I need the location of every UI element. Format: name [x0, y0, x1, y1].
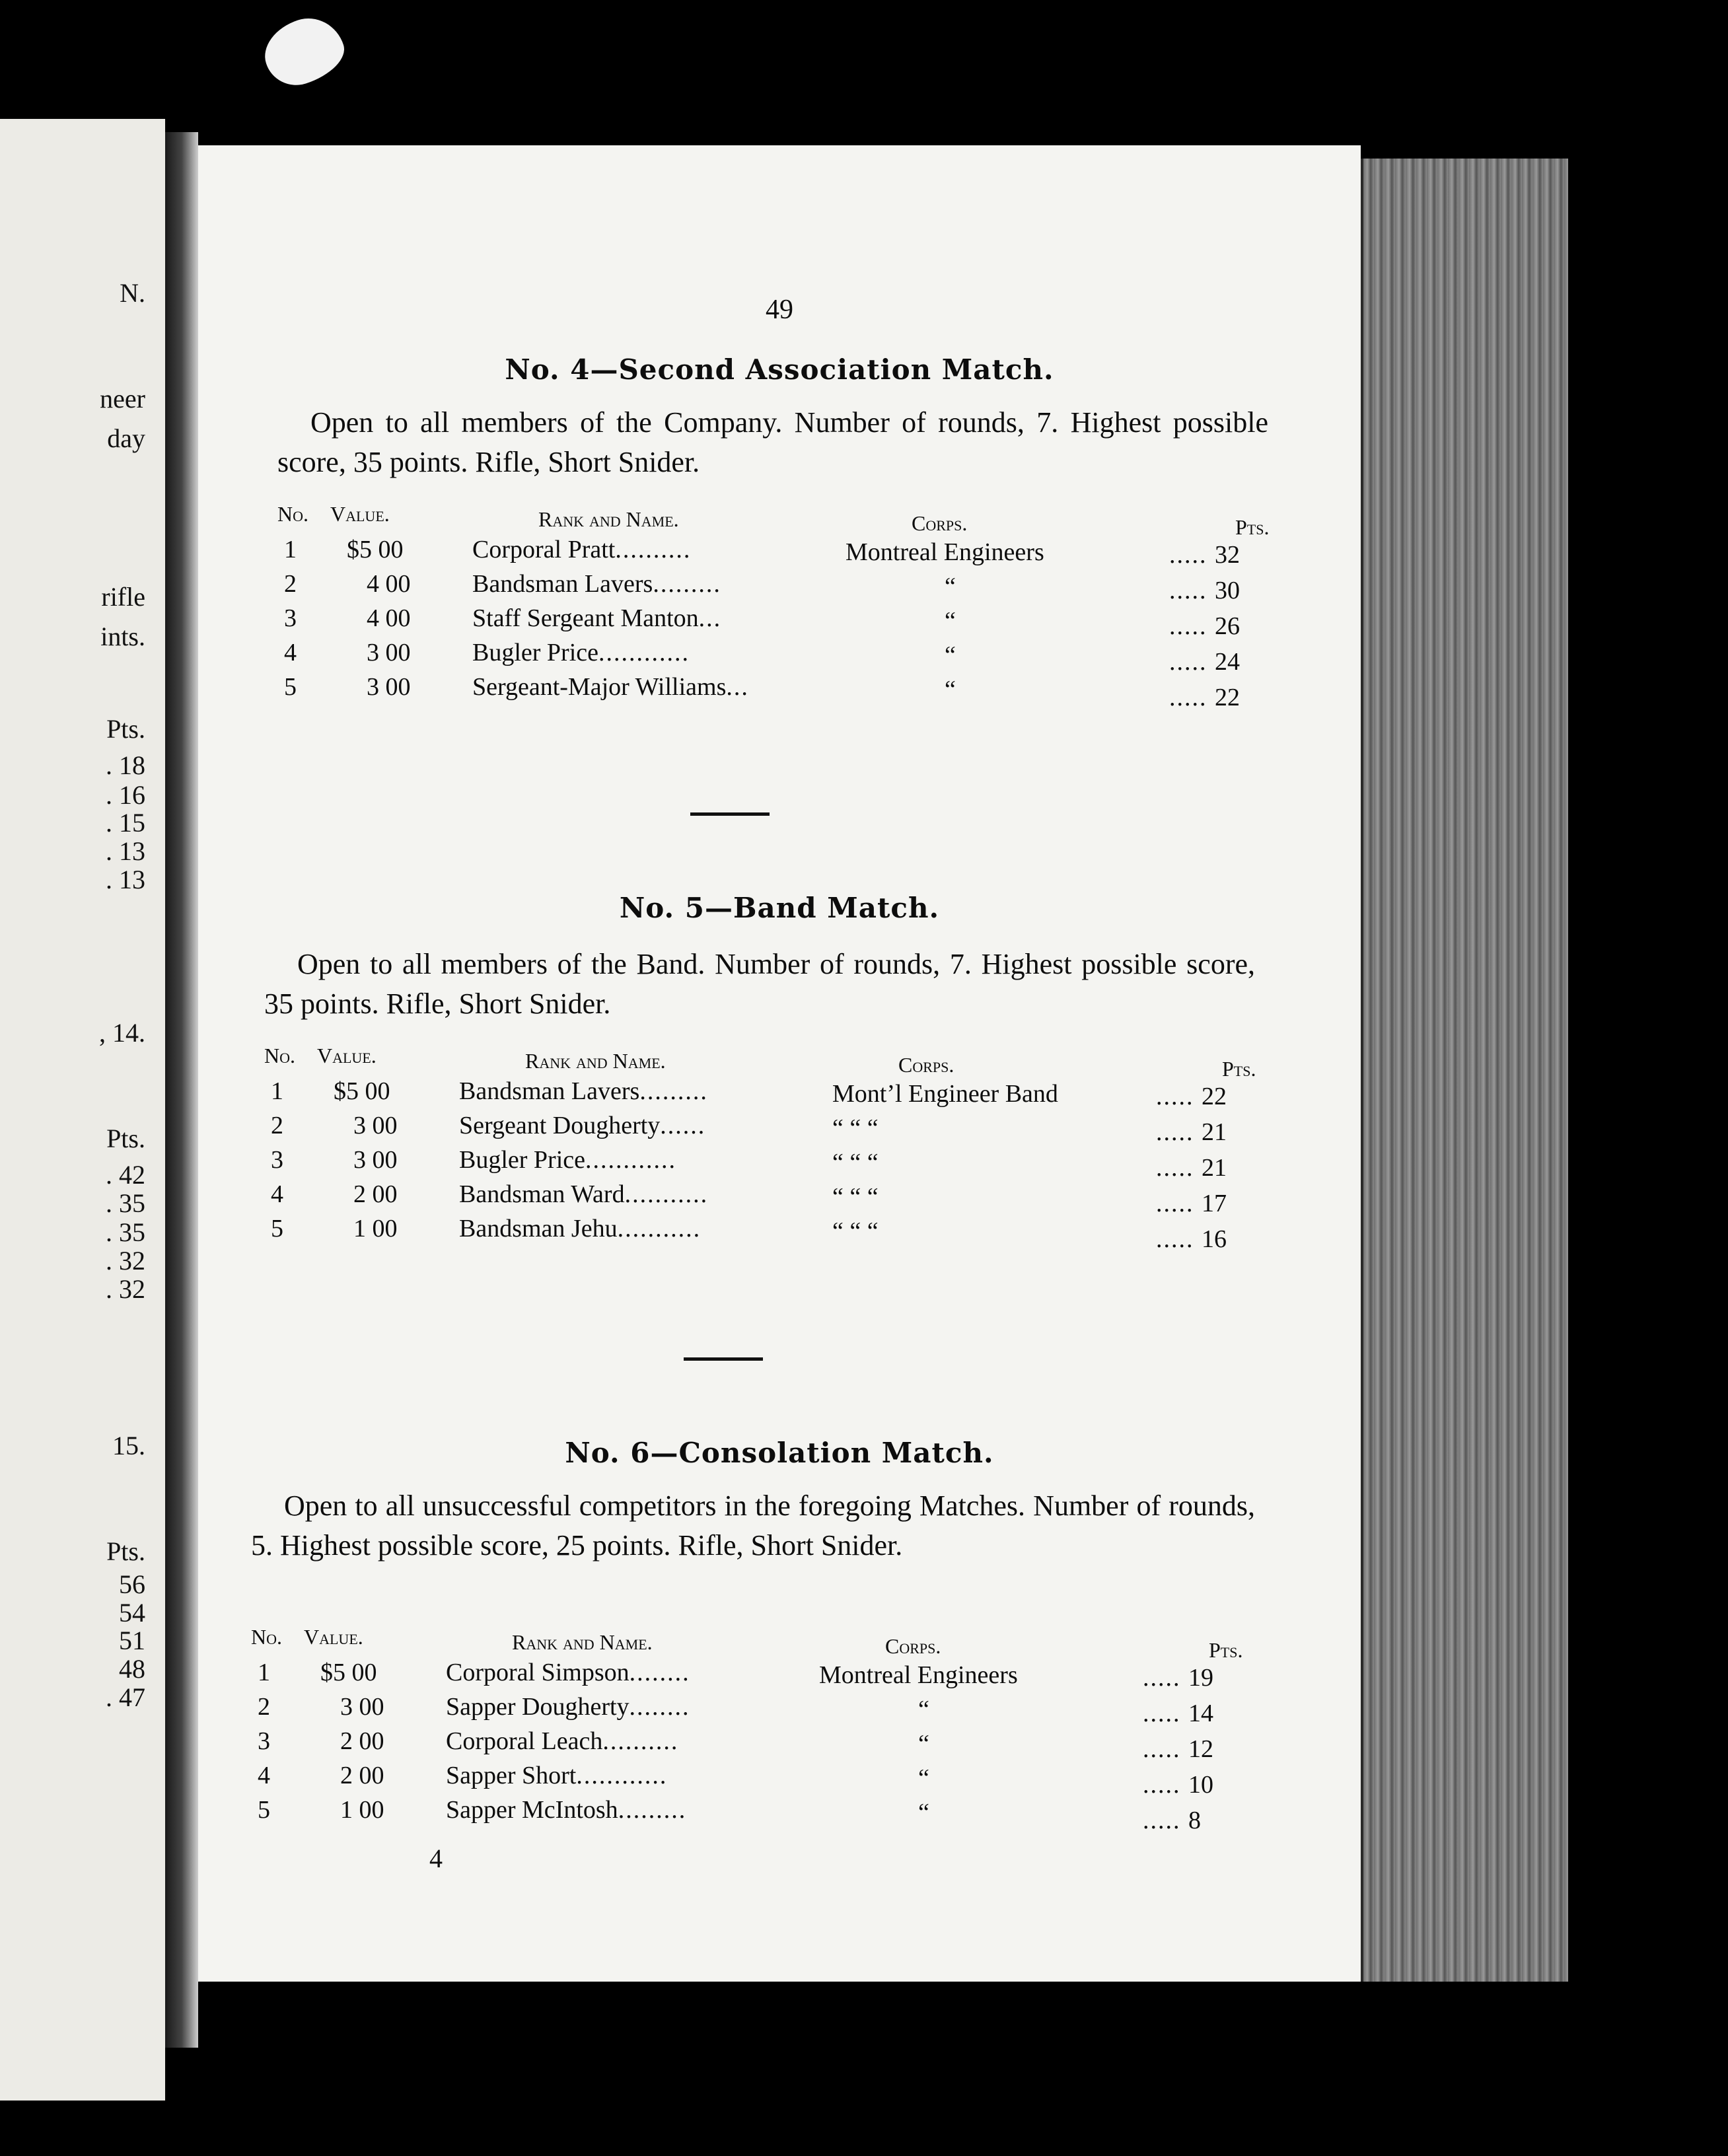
table-cell-value: 3 00: [353, 1146, 398, 1174]
table-cell-no: 2: [271, 1112, 283, 1139]
table-cell-name: Staff Sergeant Manton...: [472, 604, 722, 632]
dot-leader: ........: [629, 1659, 690, 1686]
table-cell-pts: ..... 21: [1156, 1118, 1227, 1146]
table-cell-no: 5: [258, 1796, 270, 1824]
left-page-fragment: [0, 119, 165, 2101]
table-cell-pts: ..... 21: [1156, 1154, 1227, 1182]
table-cell-name: Bandsman Ward...........: [459, 1180, 709, 1208]
dot-leader: .....: [1143, 1664, 1188, 1692]
table-cell-corps: “: [945, 573, 956, 600]
column-header-value: Value.: [330, 502, 390, 526]
table-cell-no: 5: [284, 673, 297, 701]
left-page-text: Pts.: [106, 1536, 145, 1566]
column-header-value: Value.: [317, 1044, 377, 1067]
table-cell-pts: ..... 19: [1143, 1664, 1213, 1692]
table-cell-name: Bandsman Lavers.........: [459, 1077, 708, 1105]
left-page-text: 51: [119, 1626, 145, 1655]
column-header-corps: Corps.: [912, 511, 968, 535]
dot-leader: .....: [1156, 1118, 1202, 1146]
dot-leader: ........: [629, 1693, 690, 1721]
table-cell-corps: “ “ “: [832, 1183, 879, 1211]
column-header-pts: Pts.: [1209, 1638, 1243, 1662]
section-description: Open to all members of the Company. Number of rounds, 7. Highest possible score, 35 points. Rifle, Short Snider.: [277, 406, 1268, 478]
table-cell-name: Bandsman Jehu...........: [459, 1215, 702, 1242]
column-header-pts: Pts.: [1222, 1057, 1256, 1081]
table-cell-name: Bugler Price............: [459, 1146, 677, 1174]
table-cell-no: 1: [284, 536, 297, 563]
left-page-text: . 13: [106, 865, 145, 894]
dot-leader: .........: [653, 570, 721, 598]
book-gutter: [165, 132, 198, 2048]
page-edges: [1361, 159, 1568, 1982]
dot-leader: ...: [726, 673, 749, 701]
score-table: [277, 502, 1281, 711]
table-cell-name: Sergeant Dougherty......: [459, 1112, 706, 1139]
table-cell-corps: Montreal Engineers: [846, 538, 1044, 566]
dot-leader: .....: [1143, 1700, 1188, 1727]
dot-leader: .....: [1156, 1225, 1202, 1253]
dot-leader: ............: [576, 1762, 668, 1789]
table-cell-name: Bandsman Lavers.........: [472, 570, 721, 598]
section-description: Open to all unsuccessful competitors in the foregoing Matches. Number of rounds, 5. Highest possible score, 25 points. Rifle, Short Snider.: [251, 1490, 1255, 1562]
column-header-corps: Corps.: [885, 1634, 941, 1658]
dot-leader: .....: [1143, 1771, 1188, 1799]
left-page-text: ints.: [100, 622, 145, 651]
dot-leader: ............: [598, 639, 690, 666]
table-cell-no: 2: [258, 1693, 270, 1721]
left-page-text: . 35: [106, 1188, 145, 1218]
left-page-text: neer: [100, 384, 145, 413]
score-table: [264, 1044, 1268, 1253]
table-cell-corps: “: [918, 1764, 929, 1792]
dot-leader: ..........: [615, 536, 692, 563]
table-cell-name: Corporal Simpson........: [446, 1659, 690, 1686]
left-page-text: . 47: [106, 1682, 145, 1712]
table-cell-name: Sapper McIntosh.........: [446, 1796, 687, 1824]
table-cell-corps: Mont’l Engineer Band: [832, 1080, 1058, 1108]
section-title: No. 5—Band Match.: [619, 892, 940, 924]
table-cell-value: 1 00: [340, 1796, 384, 1824]
table-cell-value: 2 00: [353, 1180, 398, 1208]
table-cell-no: 4: [271, 1180, 283, 1208]
left-page-text: N.: [120, 278, 145, 308]
page-number: 49: [766, 295, 793, 325]
table-cell-no: 2: [284, 570, 297, 598]
column-header-pts: Pts.: [1235, 515, 1270, 539]
table-cell-pts: ..... 22: [1156, 1083, 1227, 1110]
table-cell-no: 4: [284, 639, 297, 666]
table-cell-pts: ..... 22: [1169, 684, 1240, 711]
table-cell-pts: ..... 14: [1143, 1700, 1213, 1727]
table-cell-value: 3 00: [340, 1693, 384, 1721]
table-cell-no: 5: [271, 1215, 283, 1242]
left-page-text: day: [107, 423, 145, 453]
left-page-text: . 13: [106, 836, 145, 866]
table-cell-no: 3: [258, 1727, 270, 1755]
dot-leader: .........: [618, 1796, 687, 1824]
table-cell-value: 1 00: [353, 1215, 398, 1242]
dot-leader: .....: [1143, 1807, 1188, 1834]
dot-leader: .....: [1143, 1735, 1188, 1763]
table-cell-name: Corporal Pratt..........: [472, 536, 692, 563]
table-cell-corps: “ “ “: [832, 1149, 879, 1176]
dot-leader: ...........: [617, 1215, 702, 1242]
table-cell-pts: ..... 17: [1156, 1190, 1227, 1217]
section-title: No. 6—Consolation Match.: [565, 1437, 994, 1469]
column-header-name: Rank and Name.: [525, 1049, 666, 1073]
section-divider: [690, 812, 770, 816]
dot-leader: .....: [1156, 1083, 1202, 1110]
left-page-text: , 14.: [99, 1018, 145, 1048]
left-page-text: . 32: [106, 1274, 145, 1304]
left-page-text: rifle: [101, 582, 145, 612]
dot-leader: .....: [1169, 612, 1215, 640]
dot-leader: .....: [1169, 541, 1215, 569]
dot-leader: ...: [698, 604, 722, 632]
table-cell-corps: “: [945, 641, 956, 669]
table-cell-pts: ..... 24: [1169, 648, 1240, 676]
left-page-text: Pts.: [106, 1124, 145, 1153]
section-title: No. 4—Second Association Match.: [505, 353, 1054, 386]
section-description: Open to all members of the Band. Number of rounds, 7. Highest possible score, 35 points. Rifle, Short Snider.: [264, 948, 1255, 1020]
left-page-text: . 18: [106, 750, 145, 780]
left-page-text: 48: [119, 1654, 145, 1684]
dot-leader: .....: [1169, 648, 1215, 676]
column-header-no: No.: [277, 502, 308, 526]
table-cell-pts: ..... 16: [1156, 1225, 1227, 1253]
ink-blot: [256, 9, 351, 93]
table-cell-corps: “: [918, 1730, 929, 1758]
score-table: [251, 1625, 1255, 1834]
table-cell-corps: “: [918, 1696, 929, 1723]
table-cell-value: 3 00: [367, 673, 411, 701]
column-header-name: Rank and Name.: [538, 507, 679, 531]
left-page-text: . 32: [106, 1246, 145, 1276]
left-page-text: . 15: [106, 808, 145, 838]
signature-mark: 4: [429, 1844, 443, 1873]
left-page-text: Pts.: [106, 714, 145, 744]
left-page-text: . 42: [106, 1160, 145, 1190]
table-cell-corps: “ “ “: [832, 1114, 879, 1142]
table-cell-name: Sapper Short............: [446, 1762, 668, 1789]
table-cell-value: $5 00: [347, 536, 404, 563]
dot-leader: .....: [1169, 577, 1215, 604]
dot-leader: ............: [585, 1146, 677, 1174]
table-cell-value: 4 00: [367, 604, 411, 632]
left-page-text: 54: [119, 1598, 145, 1628]
left-page-text: 56: [119, 1569, 145, 1599]
left-page-text: 15.: [112, 1431, 145, 1460]
dot-leader: .........: [639, 1077, 708, 1105]
table-cell-value: 3 00: [353, 1112, 398, 1139]
column-header-corps: Corps.: [898, 1053, 954, 1077]
table-cell-pts: ..... 10: [1143, 1771, 1213, 1799]
table-cell-value: 3 00: [367, 639, 411, 666]
table-cell-name: Sergeant-Major Williams...: [472, 673, 749, 701]
table-cell-pts: ..... 32: [1169, 541, 1240, 569]
table-cell-value: 4 00: [367, 570, 411, 598]
table-cell-corps: “: [918, 1799, 929, 1826]
table-cell-value: 2 00: [340, 1762, 384, 1789]
left-page-text: . 16: [106, 780, 145, 810]
dot-leader: ..........: [602, 1727, 679, 1755]
dot-leader: .....: [1169, 684, 1215, 711]
section-divider: [684, 1357, 763, 1361]
column-header-no: No.: [251, 1625, 282, 1649]
column-header-value: Value.: [304, 1625, 363, 1649]
column-header-name: Rank and Name.: [512, 1630, 653, 1654]
table-cell-no: 4: [258, 1762, 270, 1789]
table-cell-name: Corporal Leach..........: [446, 1727, 679, 1755]
table-cell-value: $5 00: [320, 1659, 377, 1686]
table-cell-corps: “: [945, 676, 956, 703]
dot-leader: .....: [1156, 1154, 1202, 1182]
dot-leader: ......: [660, 1112, 706, 1139]
page: [198, 145, 1361, 1982]
column-header-no: No.: [264, 1044, 295, 1067]
table-cell-name: Bugler Price............: [472, 639, 690, 666]
table-cell-no: 1: [271, 1077, 283, 1105]
table-cell-pts: ..... 26: [1169, 612, 1240, 640]
table-cell-corps: “ “ “: [832, 1217, 879, 1245]
dot-leader: .....: [1156, 1190, 1202, 1217]
table-cell-pts: ..... 30: [1169, 577, 1240, 604]
table-cell-no: 1: [258, 1659, 270, 1686]
table-cell-pts: ..... 8: [1143, 1807, 1201, 1834]
left-page-text: . 35: [106, 1217, 145, 1247]
table-cell-value: $5 00: [334, 1077, 390, 1105]
table-cell-corps: “: [945, 607, 956, 635]
table-cell-pts: ..... 12: [1143, 1735, 1213, 1763]
table-cell-no: 3: [284, 604, 297, 632]
table-cell-no: 3: [271, 1146, 283, 1174]
table-cell-corps: Montreal Engineers: [819, 1661, 1018, 1689]
table-cell-value: 2 00: [340, 1727, 384, 1755]
table-cell-name: Sapper Dougherty........: [446, 1693, 690, 1721]
dot-leader: ...........: [624, 1180, 709, 1208]
